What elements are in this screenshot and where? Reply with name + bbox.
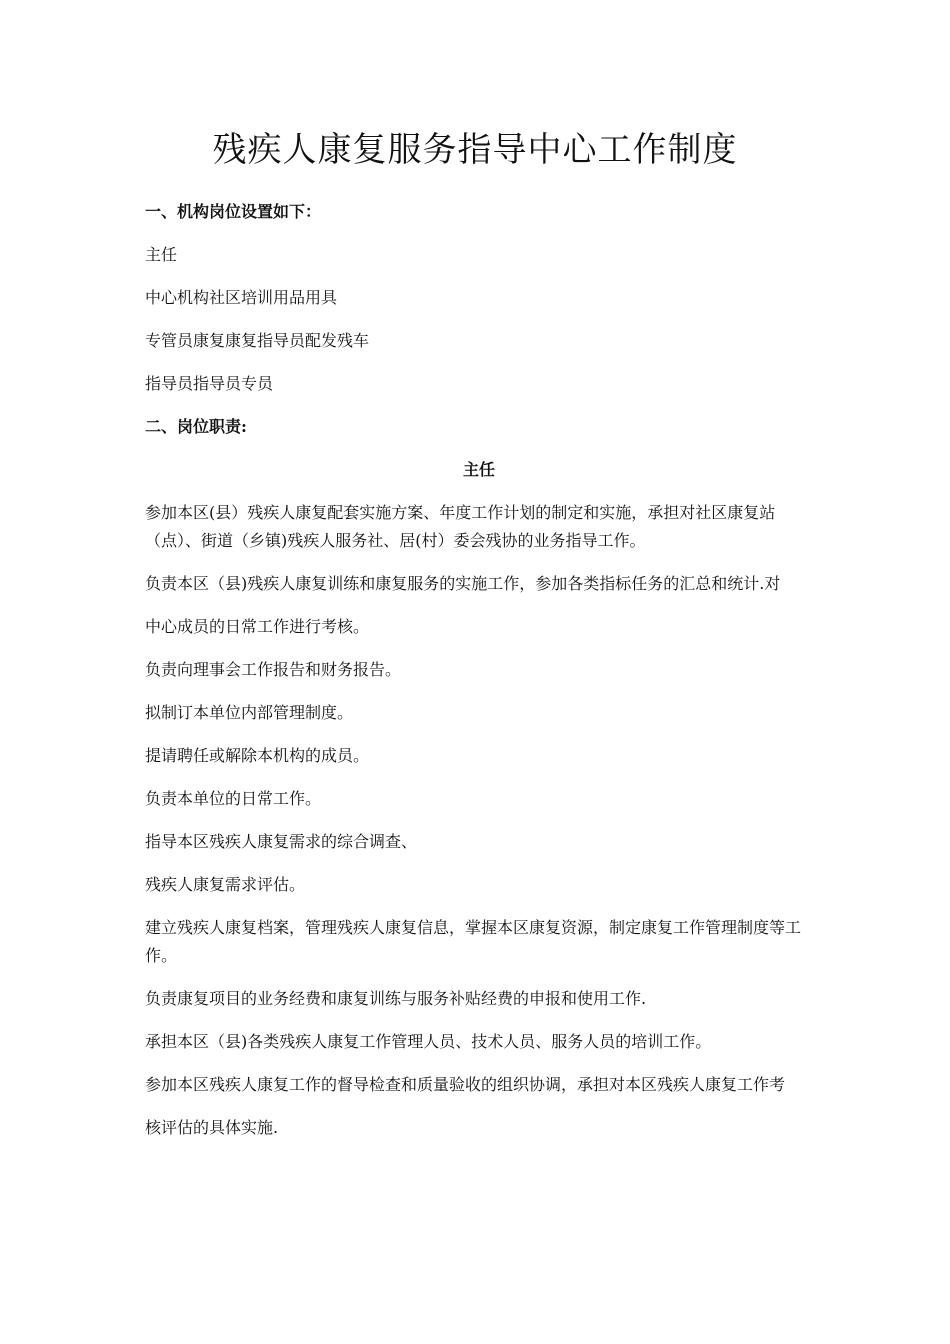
duty-paragraph: 残疾人康复需求评估。 xyxy=(145,875,306,894)
duty-paragraph: 负责康复项目的业务经费和康复训练与服务补贴经费的申报和使用工作. xyxy=(145,989,647,1008)
duty-paragraph: 指导本区残疾人康复需求的综合调查、 xyxy=(145,832,418,851)
position-line: 指导员指导员专员 xyxy=(145,374,274,393)
position-line: 中心机构社区培训用品用具 xyxy=(145,288,338,307)
duty-paragraph: 拟制订本单位内部管理制度。 xyxy=(145,703,354,722)
duty-paragraph: 负责本单位的日常工作。 xyxy=(145,789,322,808)
duty-paragraph: 承担本区（县)各类残疾人康复工作管理人员、技术人员、服务人员的培训工作。 xyxy=(145,1032,712,1051)
duty-paragraph: 负责本区（县)残疾人康复训练和康复服务的实施工作，参加各类指标任务的汇总和统计.对 xyxy=(145,574,781,593)
duty-paragraph: 参加本区(县）残疾人康复配套实施方案、年度工作计划的制定和实施，承担对社区康复站（点）、街道（乡镇)残疾人服务社、居(村）委会残协的业务指导工作。 xyxy=(145,503,776,550)
duty-paragraph: 核评估的具体实施. xyxy=(145,1118,279,1137)
document-body xyxy=(145,198,813,1157)
duty-paragraph: 提请聘任或解除本机构的成员。 xyxy=(145,746,370,765)
section-1-heading: 一、机构岗位设置如下： xyxy=(145,202,322,221)
section-2-heading: 二、岗位职责: xyxy=(145,417,247,436)
position-line: 主任 xyxy=(145,245,178,264)
duty-paragraph: 建立残疾人康复档案，管理残疾人康复信息，掌握本区康复资源，制定康复工作管理制度等工作。 xyxy=(145,918,802,965)
role-title: 主任 xyxy=(462,460,495,479)
position-line: 专管员康复康复指导员配发残车 xyxy=(145,331,370,350)
duty-paragraph: 参加本区残疾人康复工作的督导检查和质量验收的组织协调，承担对本区残疾人康复工作考 xyxy=(145,1075,786,1094)
document-title: 残疾人康复服务指导中心工作制度 xyxy=(212,130,738,170)
duty-paragraph: 中心成员的日常工作进行考核。 xyxy=(145,617,370,636)
duty-paragraph: 负责向理事会工作报告和财务报告。 xyxy=(145,660,402,679)
